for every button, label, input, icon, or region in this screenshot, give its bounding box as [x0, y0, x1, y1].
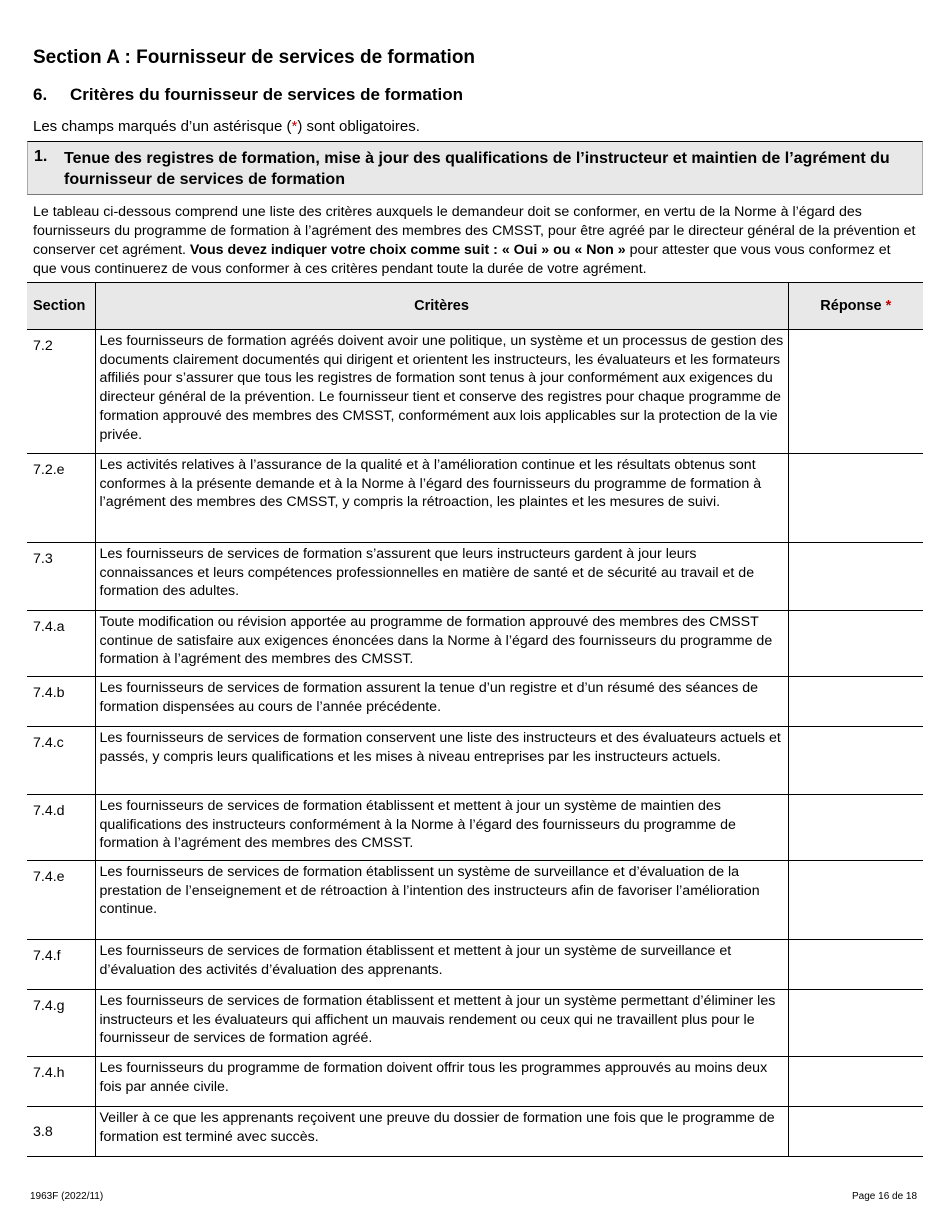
response-field[interactable]: [788, 611, 923, 677]
row-section: 7.4.h: [27, 1057, 95, 1107]
row-section: 7.4.f: [27, 940, 95, 990]
subsection-number: 6.: [33, 85, 48, 104]
response-field[interactable]: [788, 990, 923, 1057]
row-criteria: Les fournisseurs de services de formation conservent une liste des instructeurs et des évaluateurs actuels et passés, y compris leurs qualifications et les mises à niveau entreprises par les instructeurs actuels.: [95, 727, 788, 795]
table-row: [27, 861, 923, 940]
row-criteria: Les fournisseurs de formation agréés doivent avoir une politique, un système et un processus de gestion des documents clairement documentés qui dirigent et orientent les instructeurs, les évaluateurs et les formateurs affiliés pour s’assurer que tous les registres de formation sont tenus à jour conformément aux exigences du directeur général de la prévention. Le fournisseur tient et conserve des registres pour chaque programme de formation approuvé des membres des CMSST, conformément aux lois applicables sur la protection de la vie privée.: [95, 330, 788, 454]
table-row: [27, 611, 923, 677]
table-row: [27, 990, 923, 1057]
section-title: Section A : Fournisseur de services de formation: [33, 47, 476, 68]
row-section: 7.4.c: [27, 727, 95, 795]
subsection-title: Critères du fournisseur de services de formation: [70, 85, 464, 104]
table-row: [27, 330, 923, 454]
row-criteria: Veiller à ce que les apprenants reçoivent une preuve du dossier de formation une fois que le programme de formation est terminé avec succès.: [95, 1107, 788, 1157]
row-section: 7.3: [27, 543, 95, 611]
page-number: Page 16 de 18: [852, 1191, 918, 1202]
table-row: [27, 677, 923, 727]
row-criteria: Les fournisseurs de services de formation établissent un système de surveillance et d’évaluation de la prestation de l’enseignement et de rétroaction à l’intention des instructeurs afin de favoriser l’amélioration continue.: [95, 861, 788, 940]
row-criteria: Les fournisseurs de services de formation établissent et mettent à jour un système de maintien des qualifications des instructeurs conformément à la Norme à l’égard des fournisseurs du programme de formation à l’agrément des membres des CMSST.: [95, 795, 788, 861]
row-criteria: Les fournisseurs du programme de formation doivent offrir tous les programmes approuvés au moins deux fois par année civile.: [95, 1057, 788, 1107]
required-fields-note: [33, 118, 420, 135]
response-field[interactable]: [788, 677, 923, 727]
part-title: Tenue des registres de formation, mise à jour des qualifications de l’instructeur et maintien de l’agrément du fournisseur de services de formation: [64, 150, 890, 188]
part-number: 1.: [34, 148, 48, 165]
header-response-label: Réponse: [820, 298, 882, 314]
intro-text-end: pour attester que vous vous conformez et que vous continuerez de vous conformer à ces critères pendant toute la durée de votre agrément.: [33, 242, 891, 277]
response-field[interactable]: [788, 330, 923, 454]
intro-text: Le tableau ci-dessous comprend une liste des critères auxquels le demandeur doit se conformer, en vertu de la Norme à l’égard des fournisseurs du programme de formation à l’agrément des membres des CMSST, pour être agréé par le directeur général de la prévention et conserver cet agrément.: [33, 204, 916, 258]
response-field[interactable]: [788, 454, 923, 543]
response-field[interactable]: [788, 727, 923, 795]
row-criteria: Toute modification ou révision apportée au programme de formation approuvé des membres des CMSST continue de satisfaire aux exigences énoncées dans la Norme à l’égard des fournisseurs du programme de formation à l’agrément des membres des CMSST.: [95, 611, 788, 677]
row-section: 7.2.e: [27, 454, 95, 543]
row-section: 3.8: [27, 1107, 95, 1157]
table-row: [27, 1057, 923, 1107]
table-row: [27, 1107, 923, 1157]
response-field[interactable]: [788, 861, 923, 940]
row-section: 7.4.d: [27, 795, 95, 861]
response-field[interactable]: [788, 795, 923, 861]
required-asterisk: *: [885, 298, 892, 314]
intro-instruction: Vous devez indiquer votre choix comme suit : « Oui » ou « Non »: [189, 242, 626, 258]
header-response: [788, 283, 923, 330]
header-section: Section: [27, 283, 95, 330]
row-criteria: Les fournisseurs de services de formation établissent et mettent à jour un système de surveillance et d’évaluation des activités d’évaluation des apprenants.: [95, 940, 788, 990]
intro-paragraph: [33, 203, 917, 279]
row-section: 7.4.e: [27, 861, 95, 940]
required-note-text-end: ) sont obligatoires.: [297, 118, 420, 135]
header-criteria: Critères: [95, 283, 788, 330]
required-note-text: Les champs marqués d’un astérisque (: [33, 118, 292, 135]
row-criteria: Les fournisseurs de services de formation établissent et mettent à jour un système permettant d’éliminer les instructeurs et les évaluateurs qui affichent un mauvais rendement ou ceux qui ne travaillent plus pour le fournisseur de services de formation agréé.: [95, 990, 788, 1057]
subsection-heading: [33, 85, 463, 105]
row-criteria: Les activités relatives à l’assurance de la qualité et à l’amélioration continue et les résultats obtenus sont conformes à la présente demande et à la Norme à l’égard des fournisseurs du programme de formation à l’agrément des membres des CMSST, y compris la rétroaction, les plaintes et les mesures de suivi.: [95, 454, 788, 543]
response-field[interactable]: [788, 940, 923, 990]
part-heading: [27, 141, 923, 195]
criteria-table: [27, 282, 923, 1157]
response-field[interactable]: [788, 543, 923, 611]
table-row: [27, 543, 923, 611]
row-section: 7.2: [27, 330, 95, 454]
row-section: 7.4.a: [27, 611, 95, 677]
row-section: 7.4.g: [27, 990, 95, 1057]
table-header-row: [27, 283, 923, 330]
table-row: [27, 454, 923, 543]
row-criteria: Les fournisseurs de services de formation s’assurent que leurs instructeurs gardent à jour leurs connaissances et leurs compétences professionnelles en matière de santé et de sécurité au travail et de formation des adultes.: [95, 543, 788, 611]
table-row: [27, 795, 923, 861]
form-id: 1963F (2022/11): [30, 1191, 104, 1202]
row-section: 7.4.b: [27, 677, 95, 727]
response-field[interactable]: [788, 1057, 923, 1107]
required-asterisk: *: [291, 118, 298, 135]
table-row: [27, 940, 923, 990]
response-field[interactable]: [788, 1107, 923, 1157]
row-criteria: Les fournisseurs de services de formation assurent la tenue d’un registre et d’un résumé des séances de formation dispensées au cours de l’année précédente.: [95, 677, 788, 727]
table-row: [27, 727, 923, 795]
